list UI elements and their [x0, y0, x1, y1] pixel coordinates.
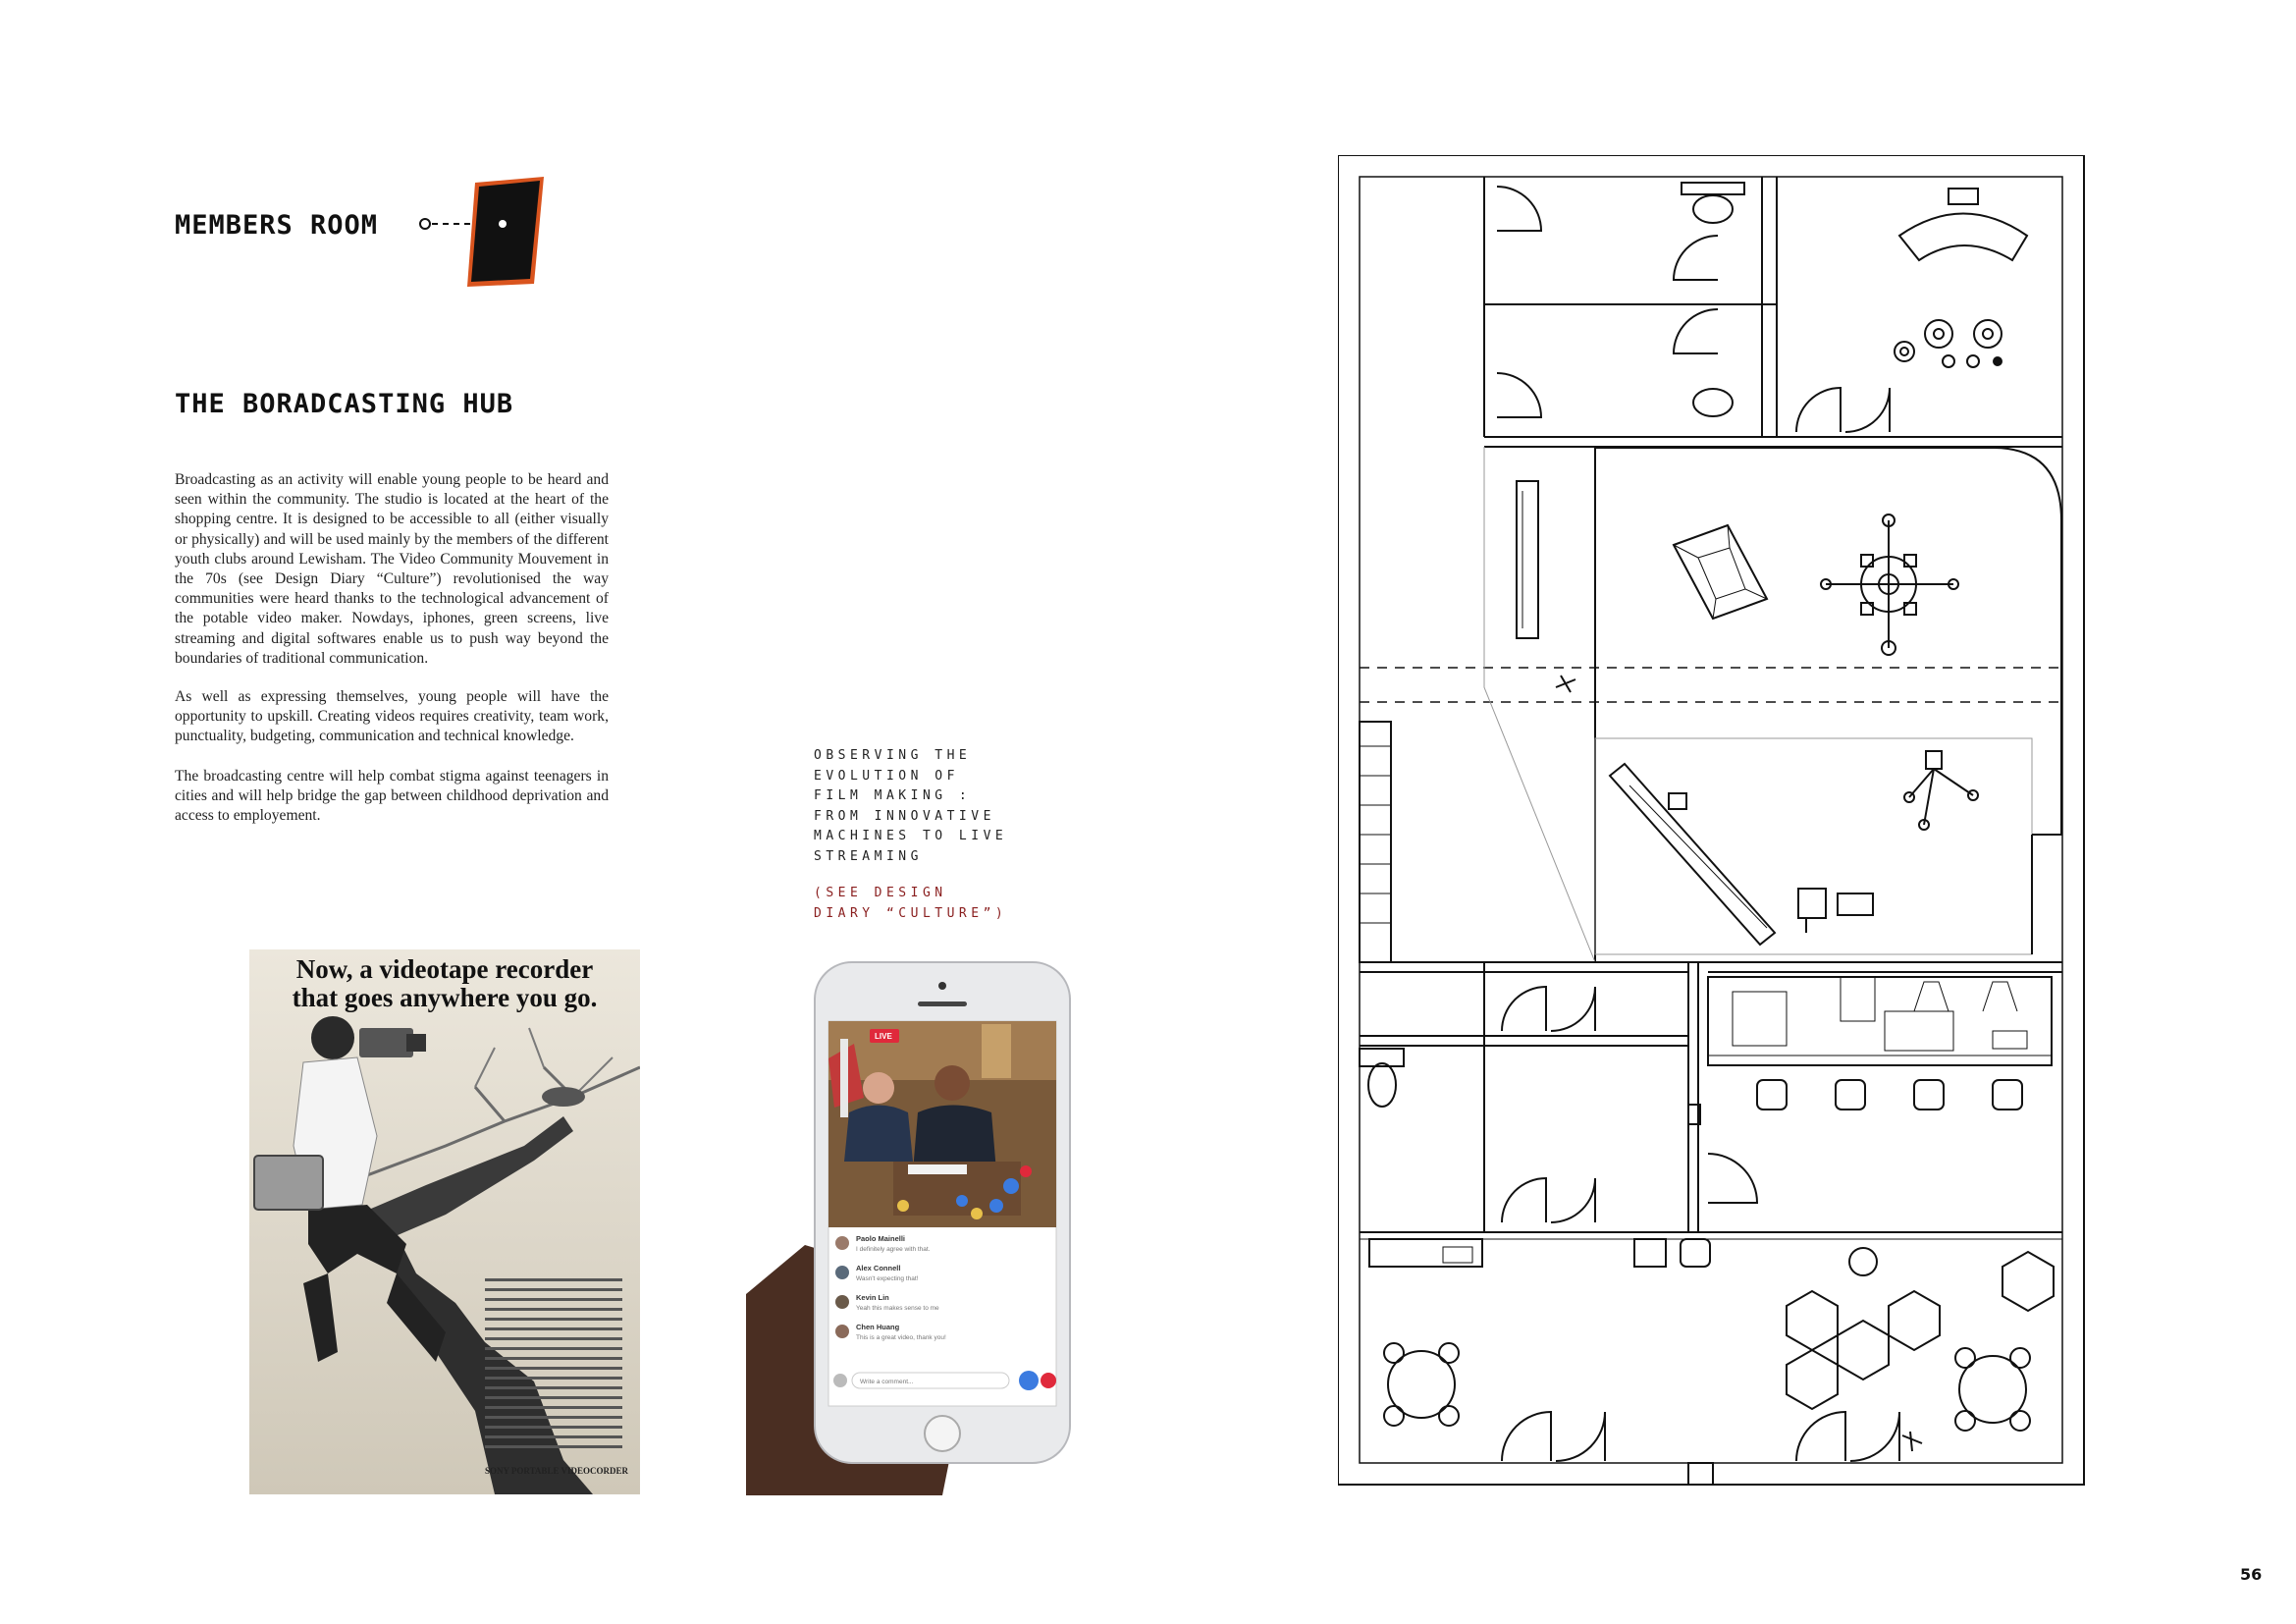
comment-author: Kevin Lin [856, 1293, 889, 1302]
paragraph-upskill: As well as expressing themselves, young people will have the opportunity to upskill. Creating videos requires creativity, team work, punctuality, budgeting, communication and technical knowledge. [175, 688, 609, 745]
poster-tagline: SONY PORTABLE VIDEOCORDER [485, 1466, 629, 1476]
toilet-icon [1368, 1063, 1396, 1107]
equipment-icon [1798, 889, 1826, 918]
round-table-icon [1384, 1343, 1459, 1426]
image-caption: OBSERVING THE EVOLUTION OF FILM MAKING : FROM INNOVATIVE MACHINES TO LIVE STREAMING [814, 748, 1008, 864]
door-swing-icon [1497, 373, 1541, 417]
chair-icon [1757, 1080, 1787, 1110]
members-room-heading: MEMBERS ROOM [175, 210, 379, 241]
control-desk-icon [1708, 977, 2052, 1065]
caption-reference: (SEE DESIGN DIARY “CULTURE”) [814, 886, 1008, 921]
poster-headline: Now, a videotape recorder that goes anywhere you go. [292, 954, 598, 1012]
door-swing-icon [1556, 1412, 1605, 1461]
chair-icon [1836, 1080, 1865, 1110]
poster-illustration [249, 949, 640, 1494]
door-swing-icon [1796, 388, 1841, 432]
door-swing-icon [1708, 1154, 1757, 1203]
paragraph-stigma: The broadcasting centre will help combat stigma against teenagers in cities and will help bridge the gap between childhood deprivation and access to employement. [175, 768, 609, 825]
comment-author: Paolo Mainelli [856, 1234, 906, 1243]
hexagon-seating-icon [1787, 1252, 2054, 1409]
comment-text: This is a great video, thank you! [856, 1334, 946, 1341]
section-heading: THE BORADCASTING HUB [175, 389, 514, 419]
door-swing-icon [1551, 987, 1595, 1031]
like-icon[interactable] [1019, 1371, 1039, 1390]
door-swing-icon [1850, 1412, 1899, 1461]
door-swing-icon [1845, 388, 1890, 432]
portable-recorder-icon [254, 1156, 323, 1210]
door-swing-icon [1502, 1412, 1551, 1461]
chair-icon [1993, 1080, 2022, 1110]
person-icon [1849, 1248, 1877, 1275]
comment-author: Chen Huang [856, 1323, 900, 1331]
door-swing-icon [1497, 187, 1541, 231]
chair-icon [1914, 1080, 1944, 1110]
sony-videorecorder-poster [249, 949, 640, 1494]
door-swing-icon [1502, 1178, 1546, 1222]
toilet-icon [1693, 195, 1733, 223]
door-swing-icon [1502, 987, 1546, 1031]
comment-text: I definitely agree with that. [856, 1246, 931, 1253]
comment-placeholder: Write a comment... [860, 1379, 914, 1385]
page-number: 56 [2240, 1565, 2263, 1584]
comment-text: Yeah this makes sense to me [856, 1305, 939, 1312]
comment-author: Alex Connell [856, 1264, 901, 1272]
love-icon[interactable] [1041, 1373, 1056, 1388]
home-button[interactable] [925, 1416, 960, 1451]
door-swing-icon [1796, 1412, 1845, 1461]
user-avatar [833, 1374, 847, 1387]
toilet-icon [1693, 389, 1733, 416]
comment-text: Wasn't expecting that! [856, 1275, 919, 1282]
members-room-floor-plan [1338, 155, 2094, 1490]
room-key-icon [412, 173, 560, 295]
live-badge-label: LIVE [875, 1032, 892, 1041]
round-table-icon [1955, 1348, 2030, 1431]
live-stream-phone-photo [746, 950, 1139, 1495]
tripod-camera-icon [1904, 751, 1978, 830]
door-swing-icon [1551, 1178, 1595, 1222]
dj-desk-icon [1899, 214, 2027, 261]
section-marker-icon [1902, 1432, 1922, 1451]
camera-box-icon [1674, 525, 1767, 619]
lighting-rig-icon [1821, 514, 1958, 655]
video-camera-icon [359, 1028, 413, 1057]
section-marker-icon [1556, 676, 1575, 692]
paragraph-intro: Broadcasting as an activity will enable young people to be heard and seen within the community. The studio is located at the heart of the shopping centre. It is designed to be accessible to all (either visually or physically) and will be used mainly by the members of the different youth clubs around Lewisham. The Video Community Mouvement in the 70s (see Design Diary “Culture”) revolutionised the way communities were heard thanks to the technological advancement of the potable video maker. Nowdays, iphones, green screens, live streaming and digital softwares enable us to push way beyond the boundaries of traditional communication. [175, 471, 609, 667]
door-swing-icon [1674, 309, 1718, 353]
door-swing-icon [1674, 236, 1718, 280]
chair-icon [1681, 1239, 1710, 1267]
bench-icon [1517, 481, 1538, 638]
